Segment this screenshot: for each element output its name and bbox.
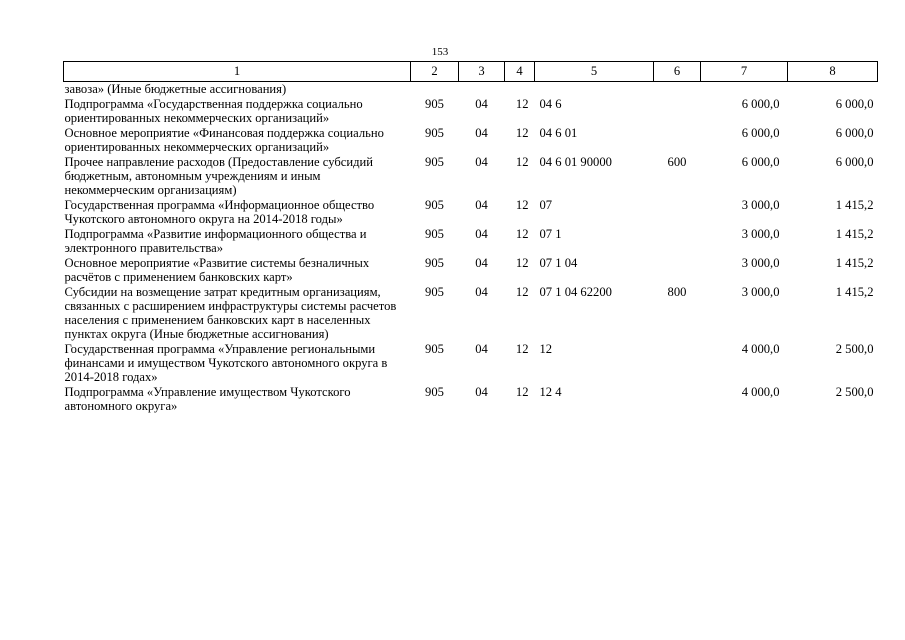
table-row	[64, 285, 878, 342]
table-row	[64, 227, 878, 256]
budget-table-container	[63, 61, 877, 414]
row-expense-type	[654, 97, 701, 126]
row-name: Основное мероприятие «Развитие системы безналичных расчётов с применением банковских карт»	[64, 256, 370, 284]
row-ministry-code: 905	[425, 342, 444, 356]
table-row	[64, 155, 878, 198]
row-ministry-code: 905	[425, 285, 444, 299]
row-section: 04	[475, 227, 488, 241]
row-amount-actual: 6 000,0	[835, 126, 874, 140]
row-section: 04	[475, 198, 488, 212]
row-ministry-code	[411, 82, 459, 98]
row-subsection: 12	[515, 227, 529, 241]
row-expense-type	[654, 126, 701, 155]
row-amount-actual: 2 500,0	[835, 342, 874, 356]
row-subsection: 12	[515, 342, 529, 356]
table-row	[64, 97, 878, 126]
row-section: 04	[475, 342, 488, 356]
row-target-code: 04 6 01	[539, 126, 578, 140]
row-target-code: 12 4	[539, 385, 562, 399]
row-expense-type	[654, 342, 701, 385]
row-subsection	[505, 82, 535, 98]
header-col-4: 4	[505, 62, 535, 82]
row-amount-plan: 3 000,0	[741, 198, 780, 212]
row-target-code: 12	[539, 342, 553, 356]
row-amount-actual: 6 000,0	[835, 155, 874, 169]
header-col-8: 8	[788, 62, 878, 82]
row-subsection: 12	[515, 285, 529, 299]
row-amount-actual: 6 000,0	[835, 97, 874, 111]
row-amount-plan: 6 000,0	[741, 126, 780, 140]
page-number: 153	[431, 46, 449, 58]
row-name: Прочее направление расходов (Предоставление субсидий бюджетным, автономным учреждениям и иным некоммерческим организациям)	[64, 155, 373, 197]
header-col-7: 7	[701, 62, 788, 82]
row-section: 04	[475, 385, 488, 399]
row-target-code: 07 1 04	[539, 256, 578, 270]
row-amount-plan: 3 000,0	[741, 285, 780, 299]
header-col-1: 1	[64, 62, 411, 82]
row-expense-type	[654, 256, 701, 285]
row-ministry-code: 905	[425, 385, 444, 399]
row-section: 04	[475, 155, 488, 169]
header-col-2: 2	[411, 62, 459, 82]
row-amount-actual: 1 415,2	[835, 227, 874, 241]
row-target-code: 04 6 01 90000	[539, 155, 612, 169]
budget-table	[63, 61, 878, 414]
row-section: 04	[475, 97, 488, 111]
row-target-code: 07 1 04 62200	[539, 285, 612, 299]
row-expense-type	[654, 385, 701, 414]
row-amount-plan: 3 000,0	[741, 227, 780, 241]
table-row	[64, 256, 878, 285]
row-section: 04	[475, 256, 488, 270]
table-row	[64, 126, 878, 155]
row-name: Государственная программа «Информационное общество Чукотского автономного округа на 2014-2018 годы»	[64, 198, 375, 226]
row-target-code: 07	[539, 198, 553, 212]
header-col-5: 5	[535, 62, 654, 82]
row-target-code: 04 6	[539, 97, 562, 111]
table-row	[64, 342, 878, 385]
header-col-6: 6	[654, 62, 701, 82]
row-amount-plan	[701, 82, 788, 98]
row-expense-type: 600	[667, 155, 687, 169]
row-ministry-code: 905	[425, 227, 444, 241]
row-name: Субсидии на возмещение затрат кредитным организациям, связанных с расширением инфраструктуры системы расчетов населения с применением банковских карт в населенных пунктах округа (Иные бюджетные ассигнования)	[64, 285, 397, 341]
row-name: Подпрограмма «Управление имуществом Чукотского автономного округа»	[64, 385, 351, 413]
row-name: Подпрограмма «Государственная поддержка социально ориентированных некоммерческих организаций»	[64, 97, 363, 125]
row-ministry-code: 905	[425, 126, 444, 140]
row-amount-actual: 1 415,2	[835, 198, 874, 212]
row-subsection: 12	[515, 198, 529, 212]
row-ministry-code: 905	[425, 256, 444, 270]
row-subsection: 12	[515, 155, 529, 169]
row-amount-actual: 1 415,2	[835, 256, 874, 270]
row-section: 04	[475, 126, 488, 140]
row-amount-plan: 6 000,0	[741, 97, 780, 111]
row-ministry-code: 905	[425, 97, 444, 111]
row-amount-plan: 4 000,0	[741, 342, 780, 356]
row-amount-actual: 1 415,2	[835, 285, 874, 299]
row-amount-plan: 3 000,0	[741, 256, 780, 270]
row-section: 04	[475, 285, 488, 299]
table-row	[64, 385, 878, 414]
row-ministry-code: 905	[425, 198, 444, 212]
row-name: завоза» (Иные бюджетные ассигнования)	[64, 82, 287, 96]
row-target-code: 07 1	[539, 227, 562, 241]
row-amount-plan: 4 000,0	[741, 385, 780, 399]
header-row	[64, 62, 878, 82]
row-amount-actual: 2 500,0	[835, 385, 874, 399]
row-expense-type: 800	[667, 285, 687, 299]
row-name: Государственная программа «Управление региональными финансами и имуществом Чукотского автономного округа в 2014-2018 годах»	[64, 342, 388, 384]
row-subsection: 12	[515, 126, 529, 140]
row-name: Основное мероприятие «Финансовая поддержка социально ориентированных некоммерческих организаций»	[64, 126, 384, 154]
row-expense-type	[654, 82, 701, 98]
row-target-code	[535, 82, 654, 98]
row-amount-plan: 6 000,0	[741, 155, 780, 169]
table-row	[64, 198, 878, 227]
row-subsection: 12	[515, 256, 529, 270]
row-expense-type	[654, 198, 701, 227]
row-section	[459, 82, 505, 98]
header-col-3: 3	[459, 62, 505, 82]
row-subsection: 12	[515, 97, 529, 111]
row-expense-type	[654, 227, 701, 256]
row-subsection: 12	[515, 385, 529, 399]
row-ministry-code: 905	[425, 155, 444, 169]
row-name: Подпрограмма «Развитие информационного общества и электронного правительства»	[64, 227, 367, 255]
row-amount-actual	[788, 82, 878, 98]
table-row	[64, 82, 878, 98]
